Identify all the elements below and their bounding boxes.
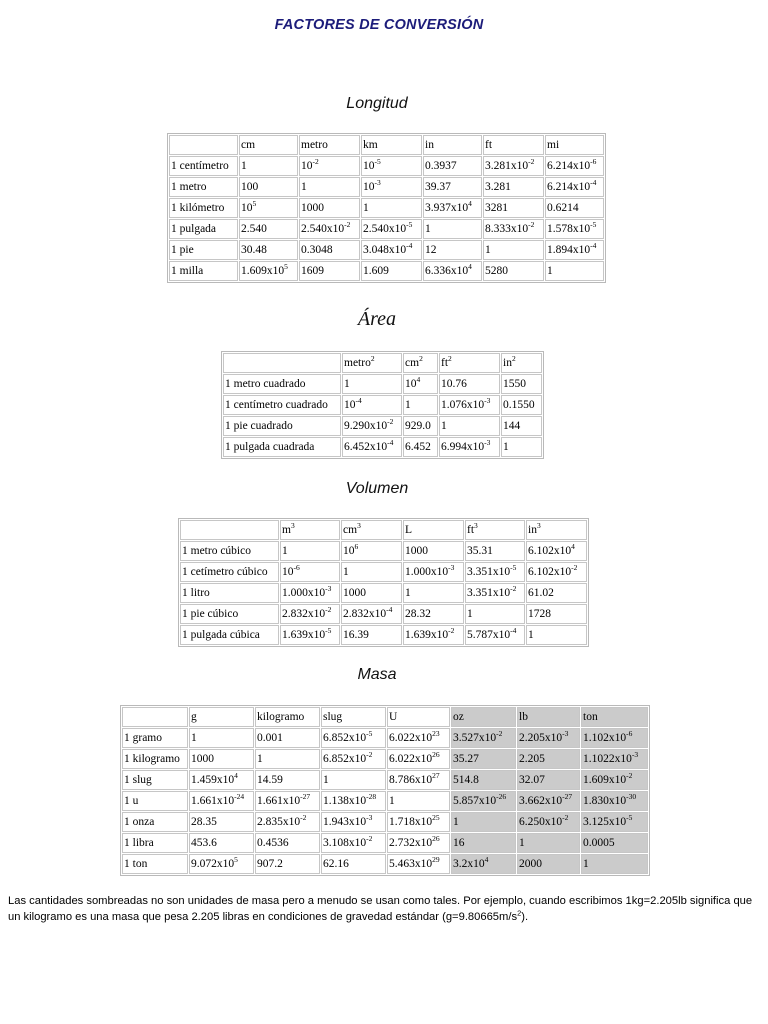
- table-cell: 144: [501, 416, 542, 436]
- table-cell: $2.732x10^{26}$: [387, 833, 450, 853]
- table-cell: 1: [403, 395, 438, 415]
- table-row: [180, 625, 587, 645]
- table-cell: $3.108x10^{-2}$: [321, 833, 386, 853]
- table-cell: 1: [423, 219, 482, 239]
- table-cell: 1000: [403, 541, 464, 561]
- table-row: [122, 833, 648, 853]
- table-row-label: 1 kilómetro: [169, 198, 238, 218]
- table-cell: $1.000x10^{-3}$: [280, 583, 340, 603]
- table-row: [223, 374, 542, 394]
- table-cell: $6.994x10^{-3}$: [439, 437, 500, 457]
- table-cell: $6.336x10^4$: [423, 261, 482, 281]
- table-cell: $2.205x10^{-3}$: [517, 728, 580, 748]
- table-cell: $10^6$: [341, 541, 402, 561]
- footnote: [8, 893, 760, 925]
- table-cell: $3.351x10^{-5}$: [465, 562, 525, 582]
- table-cell: 0.1550: [501, 395, 542, 415]
- table-cell: $5.463x10^{29}$: [387, 854, 450, 874]
- table-cell: 0.3937: [423, 156, 482, 176]
- table-header-cell: $cm^2$: [403, 353, 438, 373]
- table-header-row: [223, 353, 542, 373]
- table-cell: 1.609: [361, 261, 422, 281]
- table-cell: 1: [517, 833, 580, 853]
- table-row: [169, 219, 604, 239]
- table-cell: 1: [239, 156, 298, 176]
- table-cell: $2.540x10^{-2}$: [299, 219, 360, 239]
- masa-table: [120, 705, 650, 876]
- table-cell: 6.452: [403, 437, 438, 457]
- table-row-label: 1 pulgada: [169, 219, 238, 239]
- table-cell: 61.02: [526, 583, 587, 603]
- table-cell: 3.281: [483, 177, 544, 197]
- table-cell: $6.852x10^{-5}$: [321, 728, 386, 748]
- table-row-label: 1 pie: [169, 240, 238, 260]
- table-row-label: 1 pie cuadrado: [223, 416, 341, 436]
- table-cell: 1: [451, 812, 516, 832]
- table-header-cell: [223, 353, 341, 373]
- table-row: [169, 177, 604, 197]
- table-header-cell: U: [387, 707, 450, 727]
- table-row: [180, 562, 587, 582]
- table-cell: $6.022x10^{23}$: [387, 728, 450, 748]
- table-cell: $6.250x10^{-2}$: [517, 812, 580, 832]
- table-header-cell: $m^3$: [280, 520, 340, 540]
- table-row-label: 1 metro cuadrado: [223, 374, 341, 394]
- table-cell: $1.661x10^{-24}$: [189, 791, 254, 811]
- table-cell: 0.001: [255, 728, 320, 748]
- table-header-cell: ton: [581, 707, 648, 727]
- table-header-cell: cm: [239, 135, 298, 155]
- table-cell: $1.578x10^{-5}$: [545, 219, 604, 239]
- table-cell: $1.830x10^{-30}$: [581, 791, 648, 811]
- table-cell: 39.37: [423, 177, 482, 197]
- table-cell: 5280: [483, 261, 544, 281]
- table-cell: 907.2: [255, 854, 320, 874]
- table-cell: $6.214x10^{-4}$: [545, 177, 604, 197]
- table-cell: $10^5$: [239, 198, 298, 218]
- table-cell: $1.609x10^{-2}$: [581, 770, 648, 790]
- table-header-cell: lb: [517, 707, 580, 727]
- table-cell: $10^{-5}$: [361, 156, 422, 176]
- table-cell: 1: [545, 261, 604, 281]
- table-cell: $6.102x10^{-2}$: [526, 562, 587, 582]
- table-row: [169, 240, 604, 260]
- footnote-text: Las cantidades sombreadas no son unidades de masa pero a menudo se usan como tales. Por ejemplo, cuando escribimos 1kg=2.205lb significa que un kilogramo es una masa que pesa 2.205 libras en condiciones de gravedad estándar $(g=9.80665m/s^2)$.: [8, 895, 753, 923]
- table-cell: $3.048x10^{-4}$: [361, 240, 422, 260]
- table-row-label: 1 milla: [169, 261, 238, 281]
- table-row: [223, 416, 542, 436]
- table-cell: $5.787x10^{-4}$: [465, 625, 525, 645]
- table-cell: 1: [581, 854, 648, 874]
- table-header-cell: $ft^3$: [465, 520, 525, 540]
- table-cell: $3.2x10^4$: [451, 854, 516, 874]
- table-header-row: [180, 520, 587, 540]
- table-cell: $3.281x10^{-2}$: [483, 156, 544, 176]
- table-row: [180, 604, 587, 624]
- table-cell: 2000: [517, 854, 580, 874]
- table-cell: 30.48: [239, 240, 298, 260]
- table-cell: 1: [299, 177, 360, 197]
- table-header-cell: [180, 520, 279, 540]
- table-cell: $10^4$: [403, 374, 438, 394]
- table-row-label: 1 pie cúbico: [180, 604, 279, 624]
- table-cell: $3.527x10^{-2}$: [451, 728, 516, 748]
- table-row-label: 1 litro: [180, 583, 279, 603]
- table-row-label: 1 pulgada cuadrada: [223, 437, 341, 457]
- table-header-cell: metro$^2$: [342, 353, 402, 373]
- table-cell: 12: [423, 240, 482, 260]
- table-cell: 28.32: [403, 604, 464, 624]
- table-cell: 1: [526, 625, 587, 645]
- table-row-label: 1 centímetro: [169, 156, 238, 176]
- table-cell: 929.0: [403, 416, 438, 436]
- section-heading-area: Área: [357, 308, 397, 330]
- table-header-row: [169, 135, 604, 155]
- table-cell: 35.27: [451, 749, 516, 769]
- table-cell: 1: [483, 240, 544, 260]
- table-header-cell: $cm^3$: [341, 520, 402, 540]
- table-cell: $1.718x10^{25}$: [387, 812, 450, 832]
- table-cell: 1000: [189, 749, 254, 769]
- table-cell: 1: [361, 198, 422, 218]
- table-cell: 514.8: [451, 770, 516, 790]
- table-row: [169, 198, 604, 218]
- table-row: [122, 854, 648, 874]
- table-row-label: 1 cetímetro cúbico: [180, 562, 279, 582]
- table-cell: $1.661x10^{-27}$: [255, 791, 320, 811]
- table-cell: $1.000x10^{-3}$: [403, 562, 464, 582]
- table-cell: 35.31: [465, 541, 525, 561]
- table-cell: $6.852x10^{-2}$: [321, 749, 386, 769]
- table-header-cell: kilogramo: [255, 707, 320, 727]
- section-heading-longitud: Longitud: [346, 95, 408, 112]
- table-row-label: 1 centímetro cuadrado: [223, 395, 341, 415]
- table-header-cell: [122, 707, 188, 727]
- table-cell: 28.35: [189, 812, 254, 832]
- table-cell: 0.0005: [581, 833, 648, 853]
- table-cell: 1: [439, 416, 500, 436]
- table-row: [122, 812, 648, 832]
- table-cell: 1: [255, 749, 320, 769]
- section-heading-volumen: Volumen: [345, 480, 409, 497]
- table-cell: 1: [387, 791, 450, 811]
- table-header-cell: oz: [451, 707, 516, 727]
- table-cell: 1: [342, 374, 402, 394]
- table-cell: $3.662x10^{-27}$: [517, 791, 580, 811]
- table-cell: 1: [280, 541, 340, 561]
- table-cell: 16: [451, 833, 516, 853]
- table-cell: $5.857x10^{-26}$: [451, 791, 516, 811]
- table-cell: $6.452x10^{-4}$: [342, 437, 402, 457]
- table-row-label: 1 slug: [122, 770, 188, 790]
- table-cell: 1000: [299, 198, 360, 218]
- table-cell: $1.639x10^{-2}$: [403, 625, 464, 645]
- table-cell: 1000: [341, 583, 402, 603]
- table-header-cell: $in^3$: [526, 520, 587, 540]
- table-row: [223, 395, 542, 415]
- table-header-cell: [169, 135, 238, 155]
- table-cell: $8.333x10^{-2}$: [483, 219, 544, 239]
- table-header-cell: mi: [545, 135, 604, 155]
- table-cell: $9.072x10^5$: [189, 854, 254, 874]
- table-cell: $6.102x10^4$: [526, 541, 587, 561]
- table-row-label: 1 gramo: [122, 728, 188, 748]
- table-row: [223, 437, 542, 457]
- table-cell: 32.07: [517, 770, 580, 790]
- table-row: [169, 261, 604, 281]
- table-cell: 0.6214: [545, 198, 604, 218]
- table-row-label: 1 u: [122, 791, 188, 811]
- table-row: [180, 541, 587, 561]
- table-cell: $1.138x10^{-28}$: [321, 791, 386, 811]
- table-cell: $10^{-3}$: [361, 177, 422, 197]
- table-cell: $10^{-6}$: [280, 562, 340, 582]
- table-row-label: 1 onza: [122, 812, 188, 832]
- table-row-label: 1 metro: [169, 177, 238, 197]
- table-cell: $1.076x10^{-3}$: [439, 395, 500, 415]
- table-cell: 2.540: [239, 219, 298, 239]
- longitud-table: [167, 133, 606, 283]
- area-table: [221, 351, 544, 459]
- table-cell: 1: [403, 583, 464, 603]
- table-cell: $1.459x10^4$: [189, 770, 254, 790]
- table-row-label: 1 metro cúbico: [180, 541, 279, 561]
- table-cell: $10^{-4}$: [342, 395, 402, 415]
- table-header-cell: g: [189, 707, 254, 727]
- table-row-label: 1 pulgada cúbica: [180, 625, 279, 645]
- page-title: FACTORES DE CONVERSIÓN: [274, 17, 484, 33]
- table-cell: $1.609x10^5$: [239, 261, 298, 281]
- table-cell: 16.39: [341, 625, 402, 645]
- table-header-cell: L: [403, 520, 464, 540]
- table-row-label: 1 kilogramo: [122, 749, 188, 769]
- table-cell: 1728: [526, 604, 587, 624]
- table-row: [180, 583, 587, 603]
- table-cell: $3.937x10^4$: [423, 198, 482, 218]
- table-cell: 1: [321, 770, 386, 790]
- table-header-cell: in: [423, 135, 482, 155]
- table-row-label: 1 ton: [122, 854, 188, 874]
- table-row: [169, 156, 604, 176]
- table-cell: $2.832x10^{-2}$: [280, 604, 340, 624]
- table-cell: $1.639x10^{-5}$: [280, 625, 340, 645]
- table-header-row: [122, 707, 648, 727]
- table-header-cell: $ft^2$: [439, 353, 500, 373]
- table-cell: 453.6: [189, 833, 254, 853]
- table-row: [122, 770, 648, 790]
- section-heading-masa: Masa: [357, 666, 397, 683]
- table-cell: $1.894x10^{-4}$: [545, 240, 604, 260]
- table-cell: 2.205: [517, 749, 580, 769]
- table-cell: 0.3048: [299, 240, 360, 260]
- table-cell: 1: [501, 437, 542, 457]
- table-header-cell: km: [361, 135, 422, 155]
- table-cell: 3281: [483, 198, 544, 218]
- table-row: [122, 749, 648, 769]
- table-cell: $6.022x10^{26}$: [387, 749, 450, 769]
- table-cell: $3.351x10^{-2}$: [465, 583, 525, 603]
- table-cell: $1.102x10^{-6}$: [581, 728, 648, 748]
- table-cell: 1550: [501, 374, 542, 394]
- table-cell: $1.943x10^{-3}$: [321, 812, 386, 832]
- table-cell: $8.786x10^{27}$: [387, 770, 450, 790]
- table-header-cell: slug: [321, 707, 386, 727]
- table-cell: $2.832x10^{-4}$: [341, 604, 402, 624]
- table-header-cell: $in^2$: [501, 353, 542, 373]
- table-cell: 0.4536: [255, 833, 320, 853]
- table-cell: 62.16: [321, 854, 386, 874]
- table-row: [122, 728, 648, 748]
- table-cell: $1.1022x10^{-3}$: [581, 749, 648, 769]
- table-cell: 100: [239, 177, 298, 197]
- table-cell: 1: [189, 728, 254, 748]
- table-header-cell: metro: [299, 135, 360, 155]
- table-cell: 1: [341, 562, 402, 582]
- table-row-label: 1 libra: [122, 833, 188, 853]
- table-cell: 14.59: [255, 770, 320, 790]
- table-cell: $2.540x10^{-5}$: [361, 219, 422, 239]
- table-cell: $3.125x10^{-5}$: [581, 812, 648, 832]
- volumen-table: [178, 518, 589, 647]
- table-cell: 10.76: [439, 374, 500, 394]
- table-cell: $6.214x10^{-6}$: [545, 156, 604, 176]
- table-cell: 1: [465, 604, 525, 624]
- table-header-cell: ft: [483, 135, 544, 155]
- table-row: [122, 791, 648, 811]
- table-cell: $9.290x10^{-2}$: [342, 416, 402, 436]
- table-cell: $10^{-2}$: [299, 156, 360, 176]
- table-cell: 1609: [299, 261, 360, 281]
- table-cell: $2.835x10^{-2}$: [255, 812, 320, 832]
